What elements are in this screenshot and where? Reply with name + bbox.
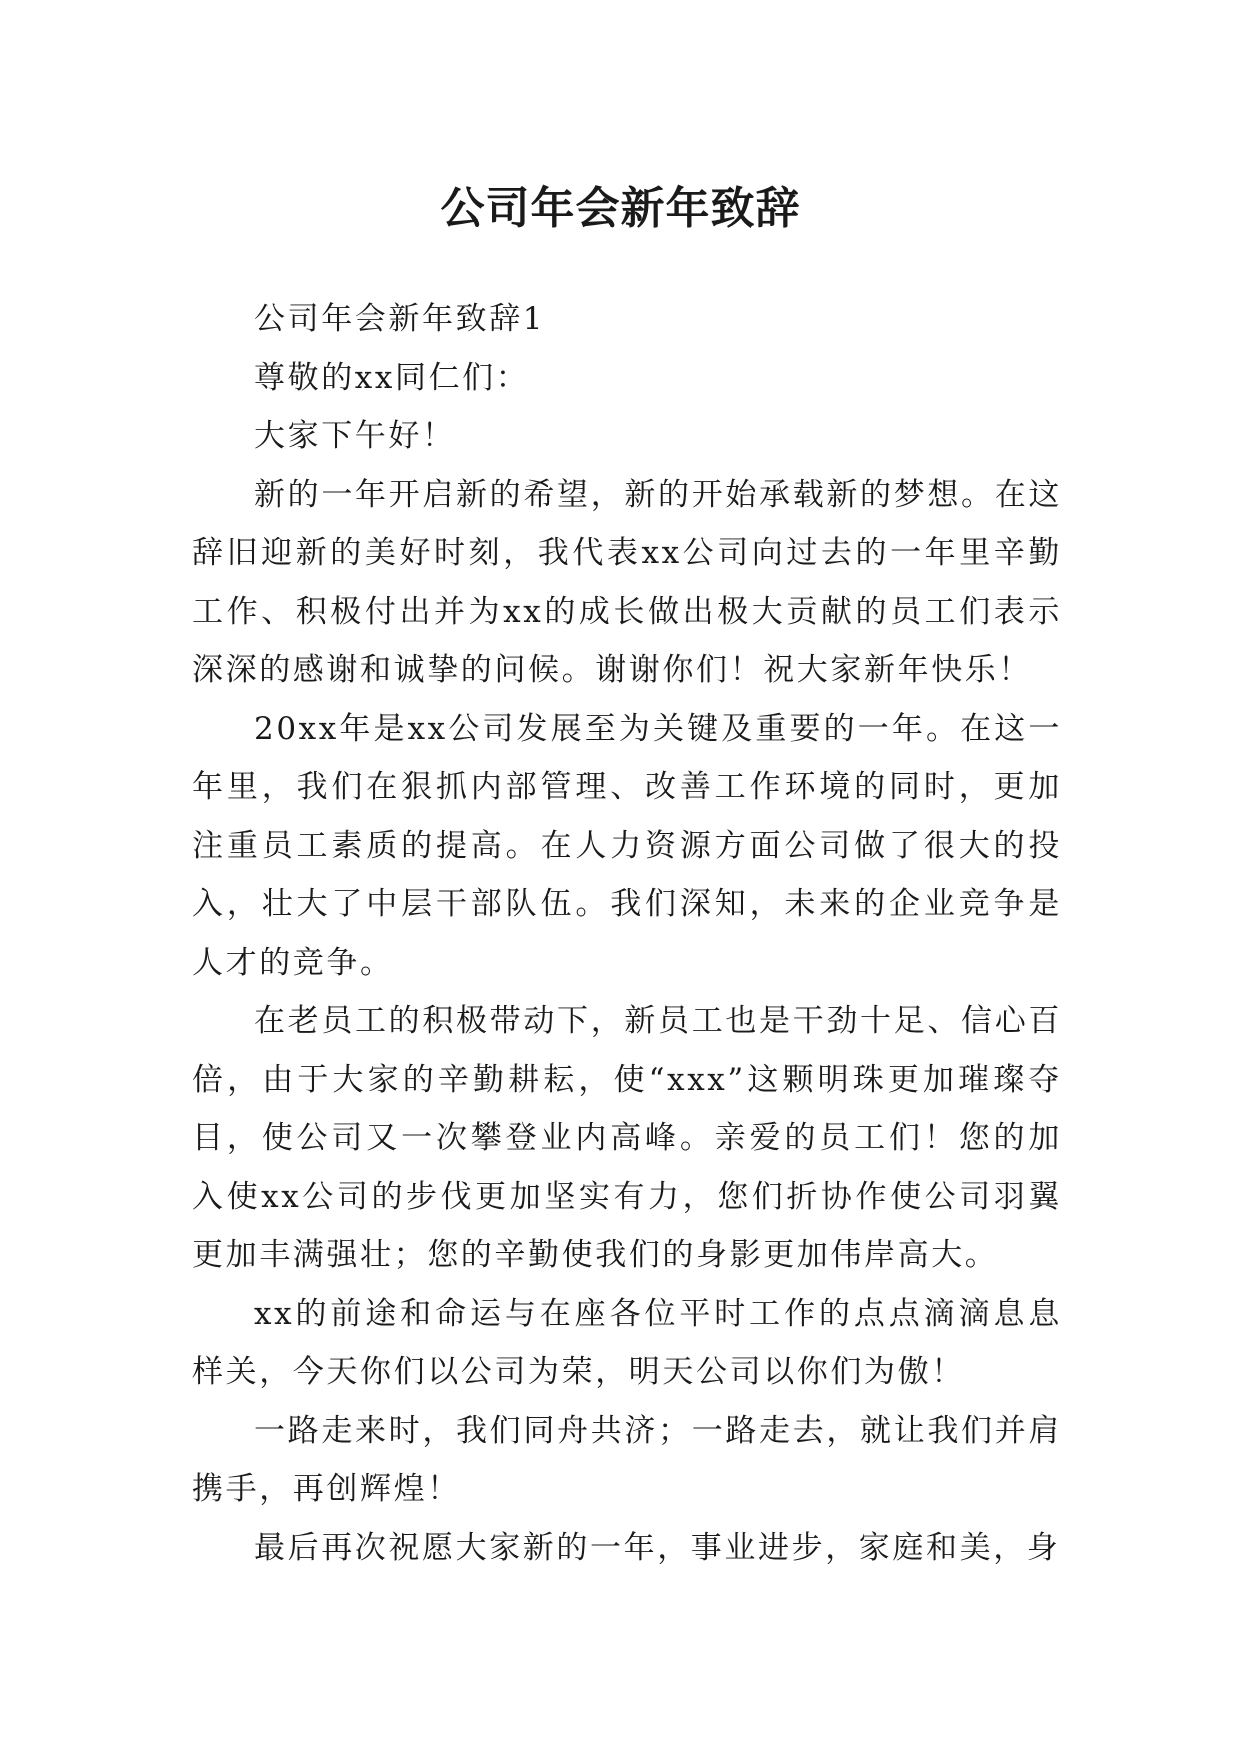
document-body [192, 290, 1062, 1577]
body-paragraph: 在老员工的积极带动下，新员工也是干劲十足、信心百倍，由于大家的辛勤耕耘，使“xxx”这颗明珠更加璀璨夺目，使公司又一次攀登业内高峰。亲爱的员工们！您的加入使xx公司的步伐更加坚实有力，您们折协作使公司羽翼更加丰满强壮；您的辛勤使我们的身影更加伟岸高大。 [192, 1003, 1062, 1273]
salutation: 尊敬的xx同仁们： [254, 359, 530, 396]
greeting: 大家下午好！ [254, 418, 456, 454]
body-paragraph: 新的一年开启新的希望，新的开始承载新的梦想。在这辞旧迎新的美好时刻，我代表xx公司向过去的一年里辛勤工作、积极付出并为xx的成长做出极大贡献的员工们表示深深的感谢和诚挚的问候。谢谢你们！祝大家新年快乐！ [192, 476, 1062, 688]
body-paragraph: 一路走来时，我们同舟共济；一路走去，就让我们并肩携手，再创辉煌！ [192, 1412, 1062, 1507]
section-heading: 公司年会新年致辞1 [254, 301, 546, 337]
body-paragraph: 最后再次祝愿大家新的一年，事业进步，家庭和美，身 [254, 1529, 1061, 1566]
body-paragraph: 20xx年是xx公司发展至为关键及重要的一年。在这一年里，我们在狠抓内部管理、改善工作环境的同时，更加注重员工素质的提高。在人力资源方面公司做了很大的投入，壮大了中层干部队伍。我们深知，未来的企业竞争是人才的竞争。 [192, 710, 1062, 981]
document-title: 公司年会新年致辞 [440, 183, 801, 235]
body-paragraph: xx的前途和命运与在座各位平时工作的点点滴滴息息样关，今天你们以公司为荣，明天公司以你们为傲！ [192, 1295, 1062, 1390]
